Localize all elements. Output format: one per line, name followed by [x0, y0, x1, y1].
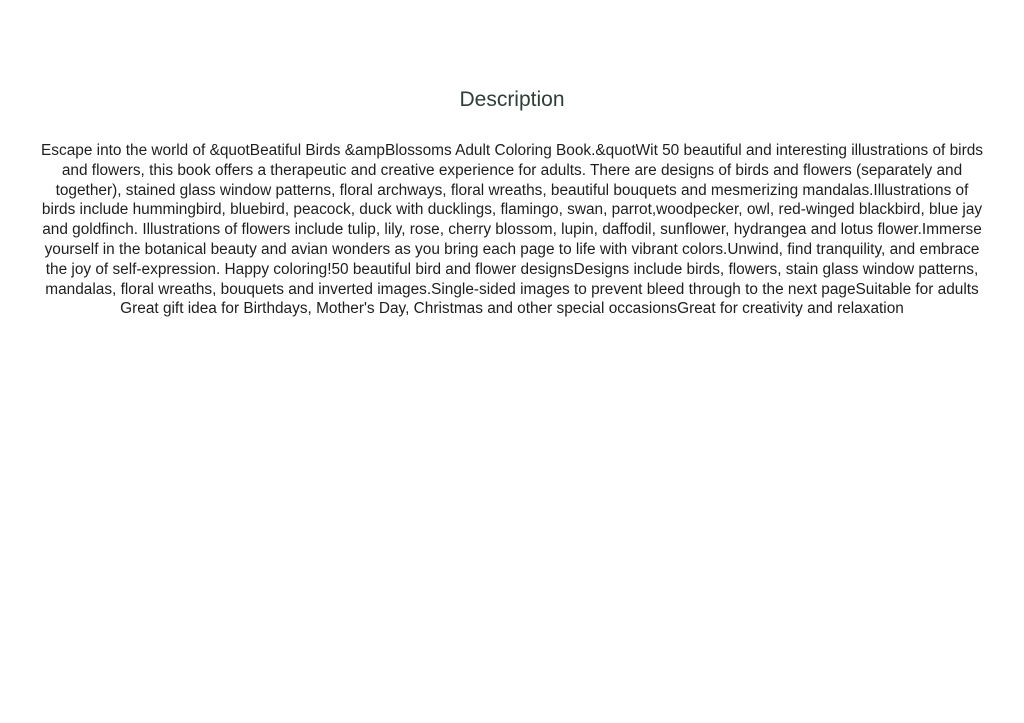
page-title: Description — [459, 88, 565, 111]
description-paragraph: Escape into the world of &quotBeatiful Birds &ampBlossoms Adult Coloring Book.&quotWit 50 beautiful and interesting illustrations of birds and flowers, this book offers a therapeutic and creative experience for adults. There are designs of birds and flowers (separately and together), stained glass window patterns, floral archways, floral wreaths, beautiful bouquets and mesmerizing mandalas.Illustrations of birds include hummingbird, bluebird, peacock, duck with ducklings, flamingo, swan, parrot,woodpecker, owl, red-winged blackbird, blue jay and goldfinch. Illustrations of flowers include tulip, lily, rose, cherry blossom, lupin, daffodil, sunflower, hydrangea and lotus flower.Immerse yourself in the botanical beauty and avian wonders as you bring each page to life with vibrant colors.Unwind, find tranquility, and embrace the joy of self-expression. Happy coloring!50 beautiful bird and flower designsDesigns include birds, flowers, stain glass window patterns, mandalas, floral wreaths, bouquets and inverted images.Single-sided images to prevent bleed through to the next pageSuitable for adults Great gift idea for Birthdays, Mother's Day, Christmas and other special occasionsGreat for creativity and relaxation — [41, 142, 983, 318]
